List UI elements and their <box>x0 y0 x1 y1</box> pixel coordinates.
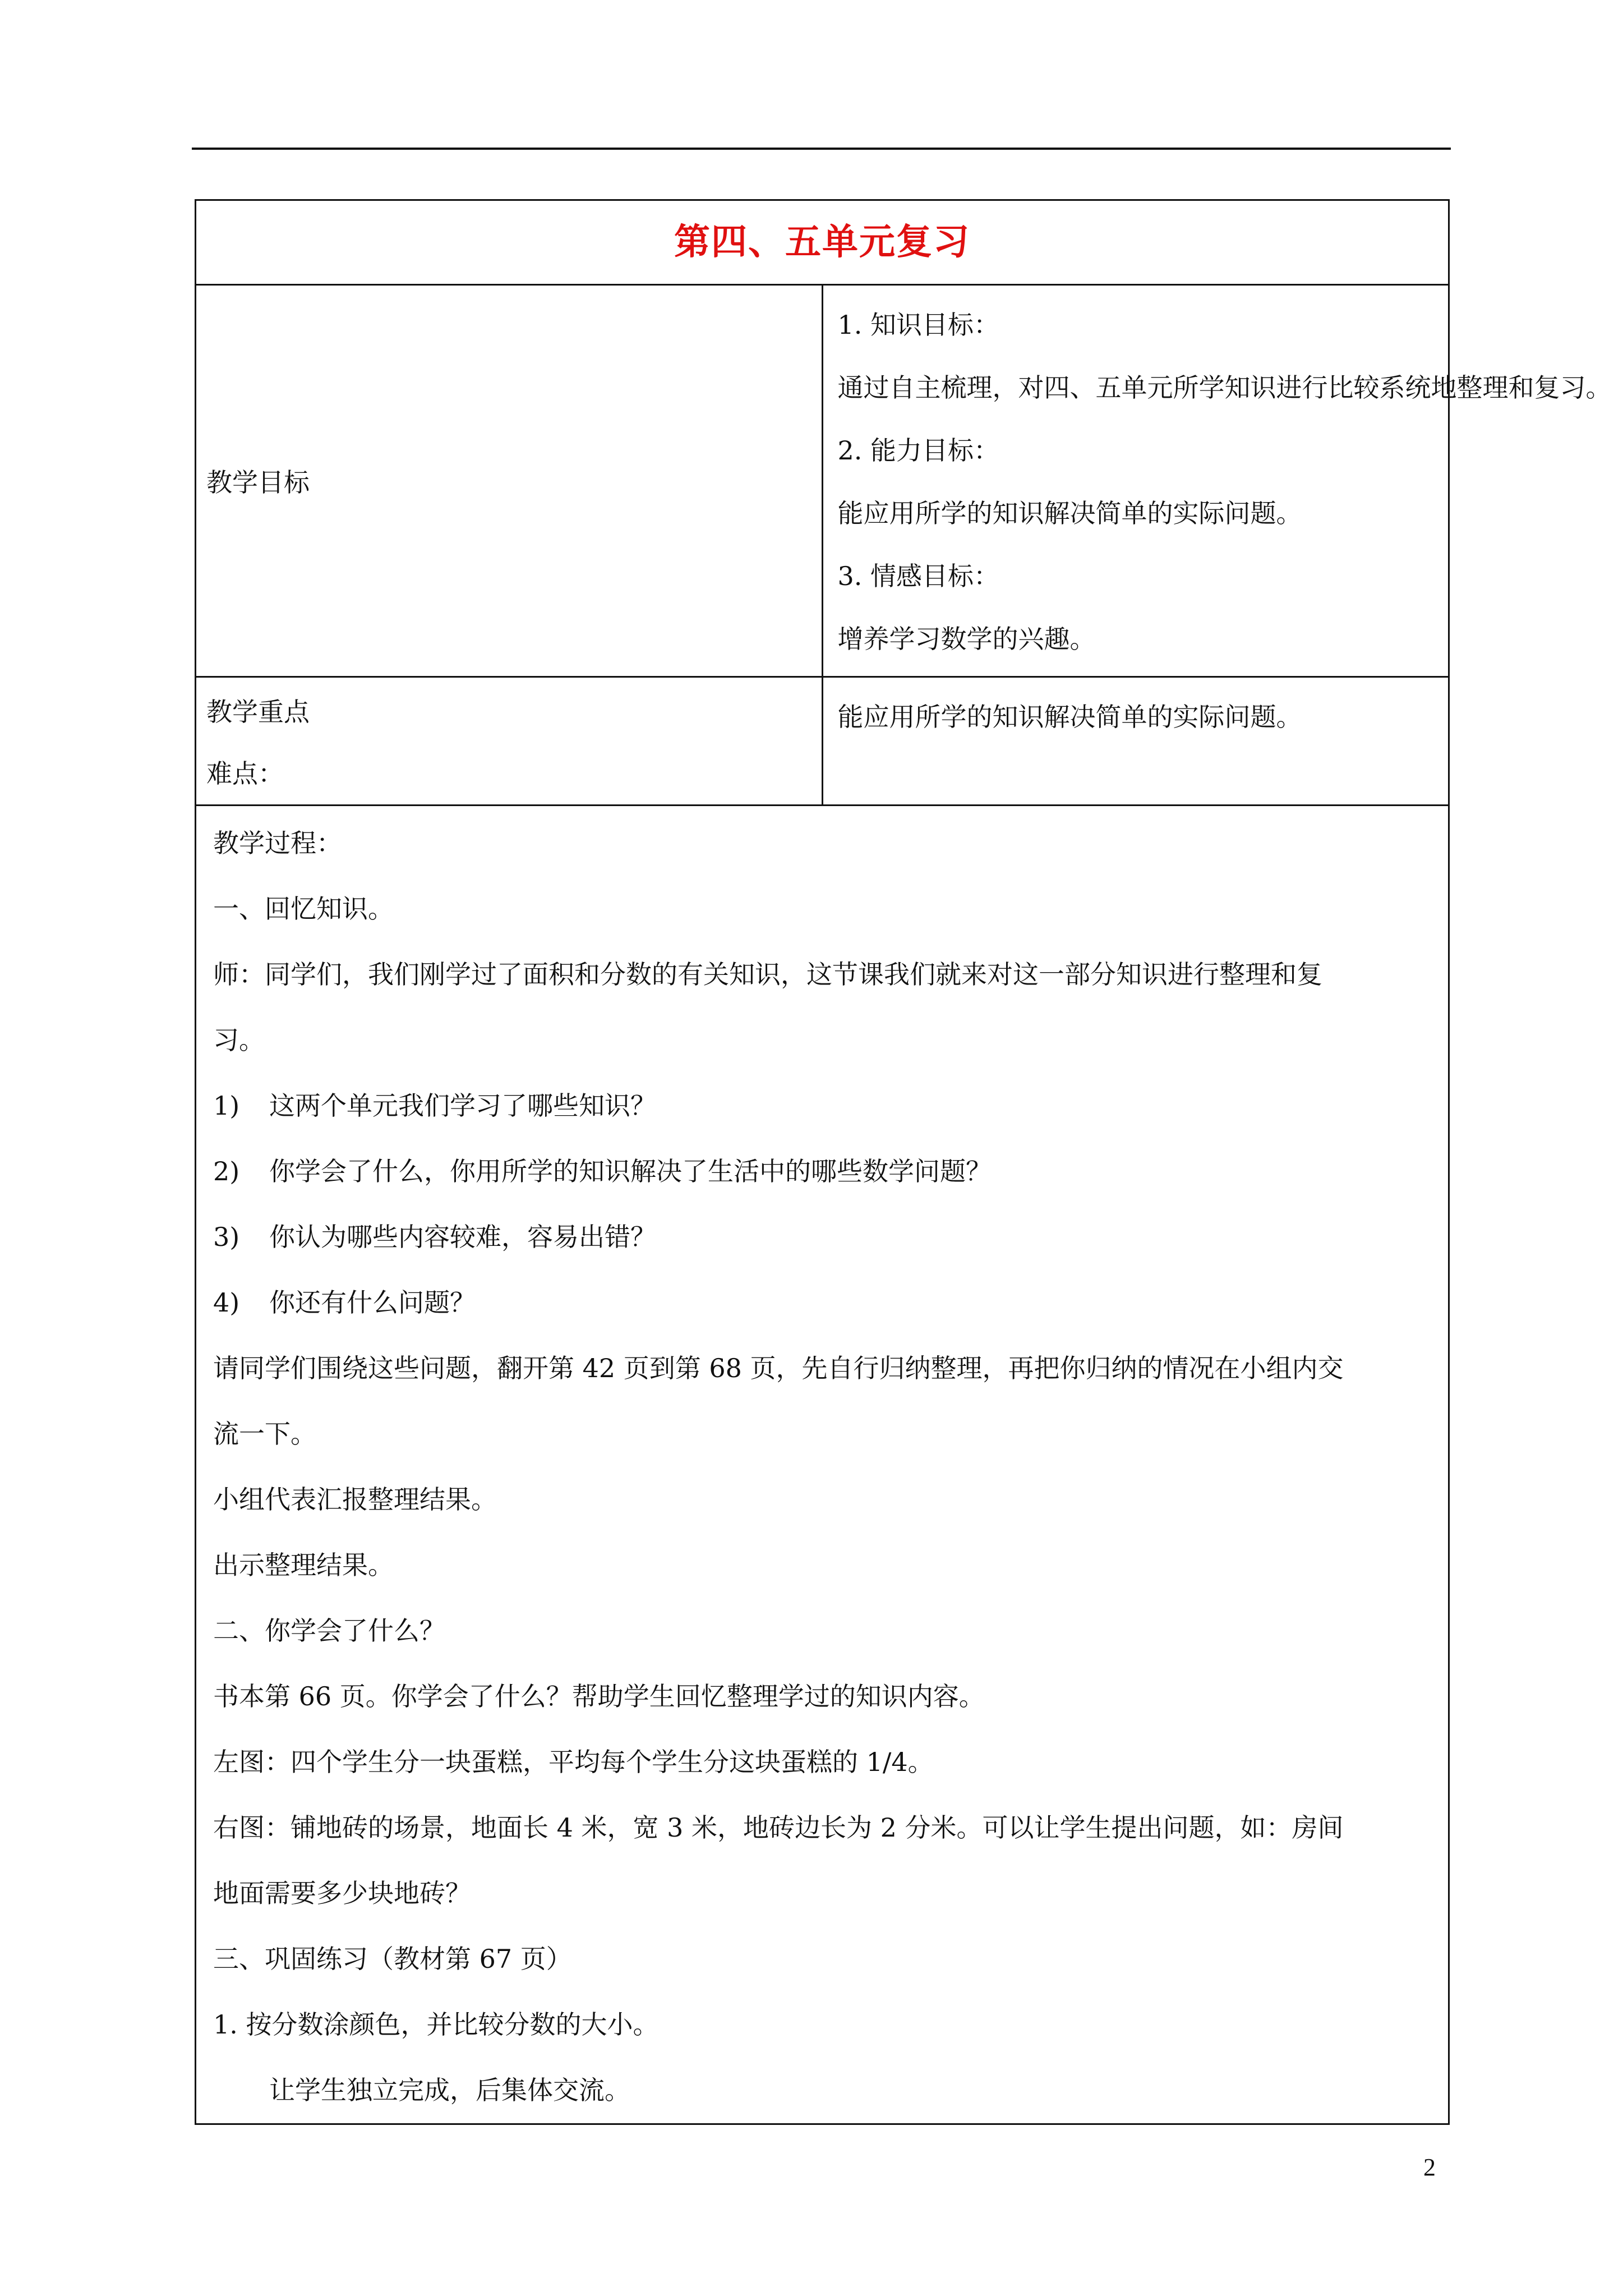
paragraph: 师：同学们，我们刚学过了面积和分数的有关知识，这节课我们就来对这一部分知识进行整理和复 <box>213 959 1322 990</box>
objective-line: 2. 能力目标： <box>837 435 1000 466</box>
question-number: 3) <box>213 1222 240 1252</box>
objectives-label: 教学目标 <box>206 467 310 498</box>
paragraph: 右图：铺地砖的场景，地面长 4 米，宽 3 米，地砖边长为 2 分米。可以让学生提出问题，如：房间 <box>213 1812 1344 1843</box>
process-row <box>196 806 1449 2124</box>
objectives-row <box>196 285 1449 677</box>
question-item <box>213 1073 1431 1139</box>
title-row <box>196 200 1449 285</box>
paragraph: 请同学们围绕这些问题，翻开第 42 页到第 68 页，先自行归纳整理，再把你归纳的情况在小组内交 <box>213 1353 1344 1383</box>
paragraph: 小组代表汇报整理结果。 <box>213 1484 497 1515</box>
key-points-label-line1: 教学重点 <box>206 697 310 727</box>
objective-line: 3. 情感目标： <box>837 561 1000 591</box>
section-heading: 二、你学会了什么？ <box>213 1616 445 1646</box>
exercise-item: 1. 按分数涂颜色，并比较分数的大小。 <box>213 2009 659 2040</box>
question-item <box>213 1139 1431 1204</box>
lesson-plan-table <box>195 199 1612 2125</box>
objectives-content <box>822 285 1612 677</box>
paragraph: 流一下。 <box>213 1419 316 1449</box>
paragraph: 出示整理结果。 <box>213 1550 394 1580</box>
key-points-label-cell <box>196 677 823 806</box>
question-text: 你还有什么问题？ <box>269 1287 476 1318</box>
exercise-note: 让学生独立完成，后集体交流。 <box>269 2075 630 2105</box>
paragraph: 地面需要多少块地砖？ <box>213 1878 471 1908</box>
key-points-label-line2: 难点： <box>206 758 284 789</box>
question-text: 你认为哪些内容较难，容易出错？ <box>269 1222 656 1252</box>
key-points-row <box>196 677 1449 806</box>
question-text: 这两个单元我们学习了哪些知识？ <box>269 1091 656 1121</box>
process-heading: 教学过程： <box>213 828 342 858</box>
objective-line: 能应用所学的知识解决简单的实际问题。 <box>837 498 1302 528</box>
section-heading: 一、回忆知识。 <box>213 894 394 924</box>
question-number: 4) <box>213 1287 240 1318</box>
objectives-label-cell <box>196 285 823 677</box>
key-points-content <box>822 677 1449 806</box>
question-number: 2) <box>213 1156 240 1186</box>
objective-line: 1. 知识目标： <box>837 310 1000 340</box>
question-number: 1) <box>213 1091 240 1121</box>
objective-line: 通过自主梳理，对四、五单元所学知识进行比较系统地整理和复习。 <box>837 372 1612 403</box>
process-cell <box>196 806 1449 2124</box>
objective-line: 增养学习数学的兴趣。 <box>837 624 1096 654</box>
paragraph: 书本第 66 页。你学会了什么？帮助学生回忆整理学过的知识内容。 <box>213 1681 985 1711</box>
question-item <box>213 1270 1431 1336</box>
page-title: 第四、五单元复习 <box>674 221 970 263</box>
paragraph: 左图：四个学生分一块蛋糕，平均每个学生分这块蛋糕的 1/4。 <box>213 1747 934 1777</box>
header-rule <box>192 148 1451 150</box>
question-text: 你学会了什么，你用所学的知识解决了生活中的哪些数学问题？ <box>269 1156 992 1186</box>
page-number: 2 <box>1423 2154 1436 2181</box>
question-item <box>213 1204 1431 1270</box>
key-points-text: 能应用所学的知识解决简单的实际问题。 <box>837 702 1302 732</box>
section-heading: 三、巩固练习（教材第 67 页） <box>213 1944 572 1974</box>
title-cell <box>196 200 1449 285</box>
paragraph: 习。 <box>213 1025 265 1055</box>
